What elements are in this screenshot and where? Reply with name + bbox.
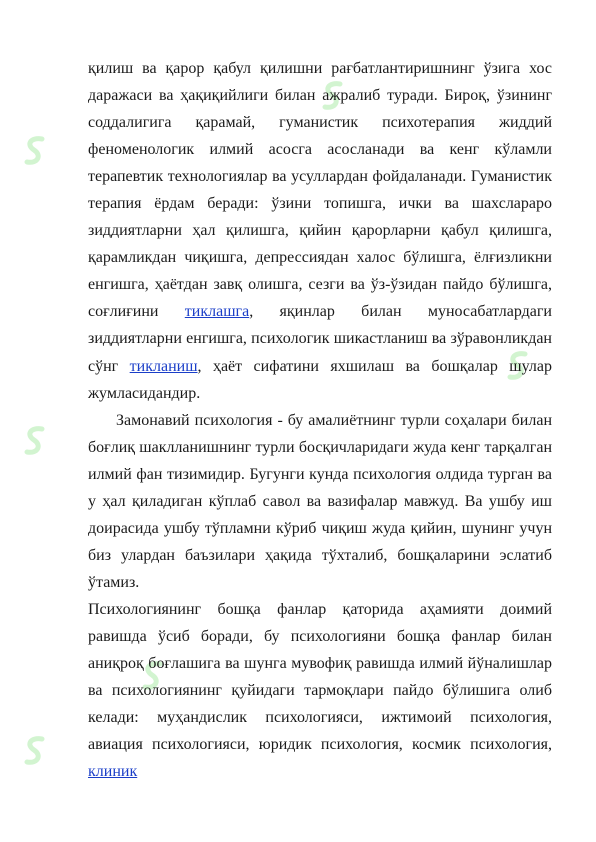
paragraph-1-text-c: , ҳаёт сифатини яхшилаш ва бошқалар шулар жумласидандир.: [88, 357, 552, 402]
paragraph-3: [88, 596, 552, 785]
link-tiklanish[interactable]: тикланиш: [129, 357, 198, 375]
paragraph-1-text-a: қилиш ва қарор қабул қилишни рағбатлантиришнинг ўзига хос даражаси ва ҳақиқийлиги билан ажралиб туради. Бироқ, ўзининг соддалигига қарамай, гуманистик психотерапия жиддий феноменологик илмий асосга асосланади ва кенг кўламли терапевтик технологиялар ва усуллардан фойдаланади. Гуманистик терапия ёрдам беради: ўзини топишга, ички ва шахслараро зиддиятларни ҳал қилишга, қийин қарорларни қабул қилишга, қарамликдан чиқишга, депрессиядан халос бўлишга, ёлғизликни енгишга, ҳаётдан завқ олишга, сезги ва ўз-ўзидан пайдо бўлишга, соғлиғини: [88, 60, 552, 321]
watermark-logo-icon: [22, 135, 48, 167]
watermark-logo-icon: [22, 735, 48, 767]
link-tiklashga[interactable]: тиклашга: [184, 303, 250, 321]
paragraph-2: Замонавий психология - бу амалиётнинг турли соҳалари билан боғлиқ шаклланишнинг турли босқичларидаги жуда кенг тарқалган илмий фан тизимидир. Бугунги кунда психология олдида турган ва у ҳал қиладиган кўплаб савол ва вазифалар мавжуд. Ва ушбу иш доирасида ушбу тўпламни кўриб чиқиш жуда қийин, шунинг учун биз улардан баъзилари ҳақида тўхталиб, бошқаларини эслатиб ўтамиз.: [88, 411, 552, 591]
body-text: [88, 55, 552, 785]
paragraph-3-text: Психологиянинг бошқа фанлар қаторида аҳамияти доимий равишда ўсиб боради, бу психологияни бошқа фанлар билан аниқроқ боғлашига ва шунга мувофиқ равишда илмий йўналишлар ва психологиянинг қуйидаги тармоқлари пайдо бўлишига олиб келади: муҳандислик психологияси, ижтимоий психология, авиация психологияси, юридик психология, космик психология,: [88, 600, 552, 754]
watermark-logo-icon: [22, 425, 48, 457]
paragraph-1-text-b: , яқинлар билан муносабатлардаги зиддиятларни енгишга, психологик шикастланиш ва зўравонликдан сўнг: [88, 303, 552, 375]
paragraph-1: [88, 55, 552, 407]
link-klinik[interactable]: клиник: [88, 763, 138, 781]
